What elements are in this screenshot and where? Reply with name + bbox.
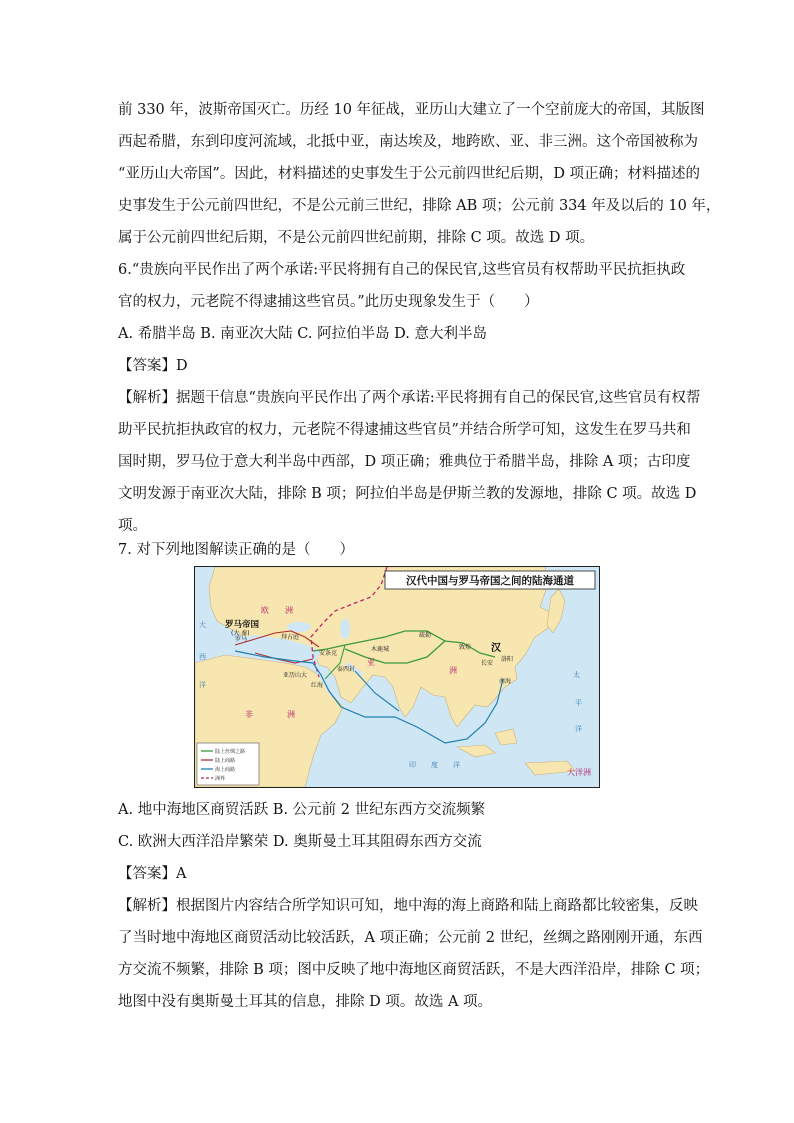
sea-atlantic-1: 大	[199, 621, 206, 629]
legend-boundary: 洲界	[215, 776, 226, 782]
text-line: 史事发生于公元前四世纪，不是公元前三世纪，排除 AB 项；公元前 334 年及以后的 10 年，	[118, 198, 721, 214]
region-europe-1: 欧	[261, 606, 269, 615]
answer-continuation	[118, 94, 721, 254]
analysis-line: 【解析】根据图片内容结合所学知识可知，地中海的海上商路和陆上商路都比较密集，反映	[118, 898, 698, 914]
legend-silk-road: 陆上丝绸之路	[215, 749, 246, 755]
place-red-sea: 红海	[311, 682, 324, 689]
question-line: 6.“贵族向平民作出了两个承诺:平民将拥有自己的保民官,这些官员有权帮助平民抗拒执政	[118, 262, 686, 278]
text-line: 属于公元前四世纪后期，不是公元前四世纪前期，排除 C 项。故选 D 项。	[118, 230, 595, 246]
silk-road-map	[194, 566, 600, 788]
place-changan: 长安	[481, 660, 494, 667]
question-6-answer	[118, 350, 688, 382]
sea-pacific-3: 洋	[575, 725, 582, 733]
place-byzantium: 拜占庭	[281, 634, 300, 641]
analysis-line: 助平民抗拒执政官的权力，元老院不得逮捕这些官员”并结合所学可知，这发生在罗马共和	[118, 422, 691, 438]
options-line: C. 欧洲大西洋沿岸繁荣 D. 奥斯曼土耳其阻碍东西方交流	[118, 834, 482, 850]
question-6-analysis	[118, 382, 701, 542]
text-line: “亚历山大帝国”。因此，材料描述的史事发生于公元前四世纪后期，D 项正确；材料描述的	[118, 166, 701, 182]
answer-line: 【答案】A	[118, 866, 187, 882]
question-7-options-ab	[118, 794, 688, 826]
region-oceania: 大洋洲	[567, 768, 591, 777]
question-7-analysis	[118, 890, 710, 1018]
region-africa-2: 洲	[287, 710, 295, 719]
question-line: 7. 对下列地图解读正确的是（ ）	[118, 542, 354, 558]
sea-pacific-1: 太	[573, 671, 580, 679]
label-han: 汉	[491, 643, 501, 654]
question-6-options	[118, 318, 688, 350]
sea-pacific-2: 平	[575, 699, 582, 707]
place-rome: 罗马	[235, 636, 248, 643]
region-europe-2: 洲	[285, 606, 293, 615]
analysis-line: 【解析】据题干信息“贵族向平民作出了两个承诺:平民将拥有自己的保民官,这些官员有权帮	[118, 390, 701, 406]
place-seleucia: 泰西封	[337, 666, 356, 673]
map-svg	[195, 567, 599, 787]
sea-indian-2: 度	[431, 761, 438, 769]
options-line: A. 希腊半岛 B. 南亚次大陆 C. 阿拉伯半岛 D. 意大利半岛	[118, 326, 488, 342]
place-alexandria: 亚历山大	[283, 672, 308, 679]
place-nanhai: 南海	[499, 678, 512, 685]
sea-atlantic-3: 洋	[199, 681, 206, 689]
analysis-line: 文明发源于南亚次大陆，排除 B 项；阿拉伯半岛是伊斯兰教的发源地，排除 C 项。故选 D	[118, 486, 697, 502]
place-antioch: 安条克	[319, 650, 338, 657]
region-asia-2: 洲	[449, 666, 457, 675]
sea-atlantic-2: 西	[199, 653, 206, 661]
question-line: 官的权力，元老院不得逮捕这些官员。”此历史现象发生于（ ）	[118, 294, 539, 310]
region-africa-1: 非	[245, 710, 253, 719]
region-asia-1: 亚	[367, 658, 375, 667]
map-legend	[197, 743, 259, 785]
analysis-line: 了当时地中海地区商贸活动比较活跃，A 项正确；公元前 2 世纪，丝绸之路刚刚开通，东西	[118, 930, 703, 946]
place-merv: 木鹿城	[371, 646, 390, 653]
text-line: 西起希腊，东到印度河流域，北抵中亚，南达埃及，地跨欧、亚、非三洲。这个帝国被称为	[118, 134, 698, 150]
analysis-line: 方交流不频繁，排除 B 项；图中反映了地中海地区商贸活跃，不是大西洋沿岸，排除 C 项；	[118, 962, 710, 978]
place-dunhuang: 敦煌	[459, 644, 472, 651]
sea-indian-1: 印	[409, 761, 416, 769]
options-line: A. 地中海地区商贸活跃 B. 公元前 2 世纪东西方交流频繁	[118, 802, 486, 818]
analysis-line: 国时期，罗马位于意大利半岛中西部，D 项正确；雅典位于希腊半岛，排除 A 项；古印度	[118, 454, 691, 470]
legend-land-route: 陆上商路	[215, 758, 236, 764]
place-luoyang: 洛阳	[501, 656, 514, 663]
text-line: 前 330 年，波斯帝国灭亡。历经 10 年征战，亚历山大建立了一个空前庞大的帝国，其版图	[118, 102, 705, 118]
question-7-answer	[118, 858, 688, 890]
answer-line: 【答案】D	[118, 358, 188, 374]
caspian-sea	[340, 619, 350, 639]
label-rome-empire: 罗马帝国	[225, 620, 260, 630]
question-7-options-cd	[118, 826, 688, 858]
question-6	[118, 254, 688, 318]
map-title: 汉代中国与罗马帝国之间的陆海通道	[406, 575, 574, 587]
sea-indian-3: 洋	[453, 761, 460, 769]
question-7	[118, 534, 688, 566]
label-daqin: (大 秦)	[231, 630, 250, 637]
analysis-line: 项。	[118, 518, 147, 534]
place-kashgar: 疏勒	[419, 632, 432, 639]
analysis-line: 地图中没有奥斯曼土耳其的信息，排除 D 项。故选 A 项。	[118, 994, 493, 1010]
legend-sea-route: 海上商路	[215, 767, 236, 773]
